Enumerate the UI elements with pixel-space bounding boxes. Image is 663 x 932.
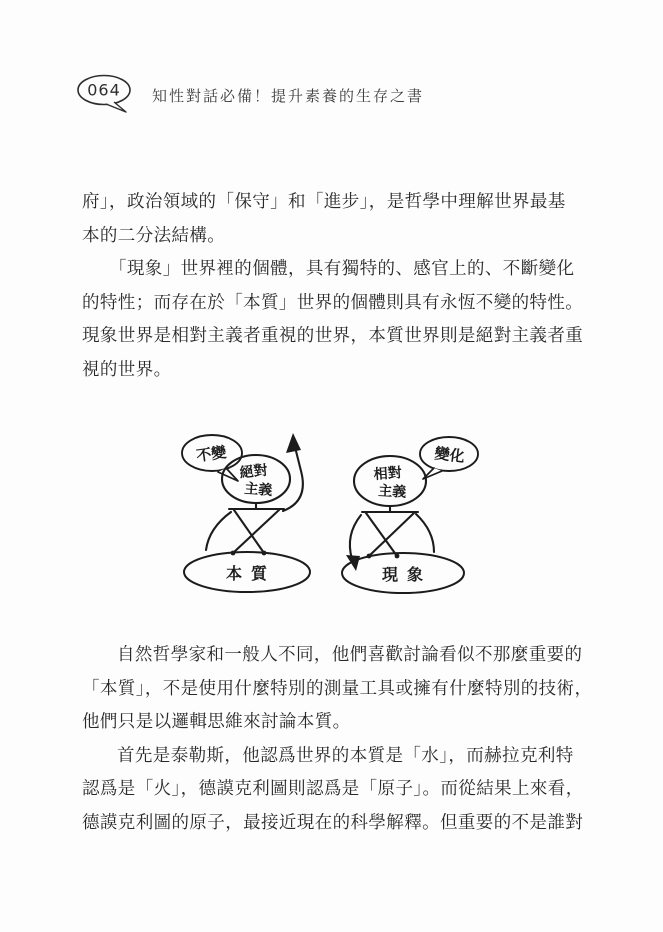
- paragraph: [82, 185, 587, 252]
- down-arrow: [350, 515, 361, 559]
- text-line: 德謨克利圖的原子，最接近現在的科學解釋。但重要的不是誰對: [82, 811, 584, 832]
- page-number-bubble-icon: [76, 74, 136, 114]
- text-line: 府」，政治領域的「保守」和「進步」，是哲學中理解世界最基: [82, 191, 566, 211]
- up-arrow: [283, 447, 303, 511]
- text-block-lower: [82, 638, 593, 839]
- book-title: 知性對話必備！提升素養的生存之書: [152, 88, 425, 105]
- text-line: 他們只是以邏輯思維來討論本質。: [82, 711, 351, 731]
- text-line: 視的世界。: [82, 358, 172, 379]
- paragraph: [82, 739, 587, 840]
- label-essence: 本質: [225, 564, 277, 583]
- label-absolutism-2: 主義: [243, 481, 273, 499]
- page-number: 064: [87, 80, 121, 100]
- paragraph: [82, 252, 587, 386]
- text-line: 本的二分法結構。: [82, 224, 226, 245]
- text-line: 「本質」，不是使用什麼特別的測量工具或擁有什麼特別的技術，: [82, 677, 593, 698]
- running-head: [76, 74, 424, 114]
- stick-figure-illustration: [0, 423, 663, 615]
- label-change: 變化: [433, 444, 466, 466]
- label-relativism-2: 主義: [377, 483, 407, 501]
- text-line: 現象世界是相對主義者重視的世界，本質世界則是絕對主義者重: [82, 325, 584, 345]
- text-block-upper: [82, 185, 587, 386]
- text-line: 認爲是「火」，德謨克利圖則認爲是「原子」。而從結果上來看，: [82, 778, 584, 798]
- label-phenomenon: 現象: [381, 565, 433, 584]
- text-line: 的特性；而存在於「本質」世界的個體則具有永恆不變的特性。: [82, 291, 584, 312]
- text-line: 首先是泰勒斯，他認爲世界的本質是「水」，而赫拉克利特: [117, 744, 574, 765]
- text-line: 自然哲學家和一般人不同，他們喜歡討論看似不那麼重要的: [117, 644, 583, 664]
- up-arrow-head: [286, 433, 301, 453]
- label-absolutism-1: 絕對: [238, 462, 269, 482]
- text-line: 「現象」世界裡的個體，具有獨特的、感官上的、不斷變化: [109, 258, 575, 278]
- label-unchanging: 不變: [195, 443, 228, 466]
- label-relativism-1: 相對: [373, 465, 403, 483]
- paragraph: [82, 638, 593, 739]
